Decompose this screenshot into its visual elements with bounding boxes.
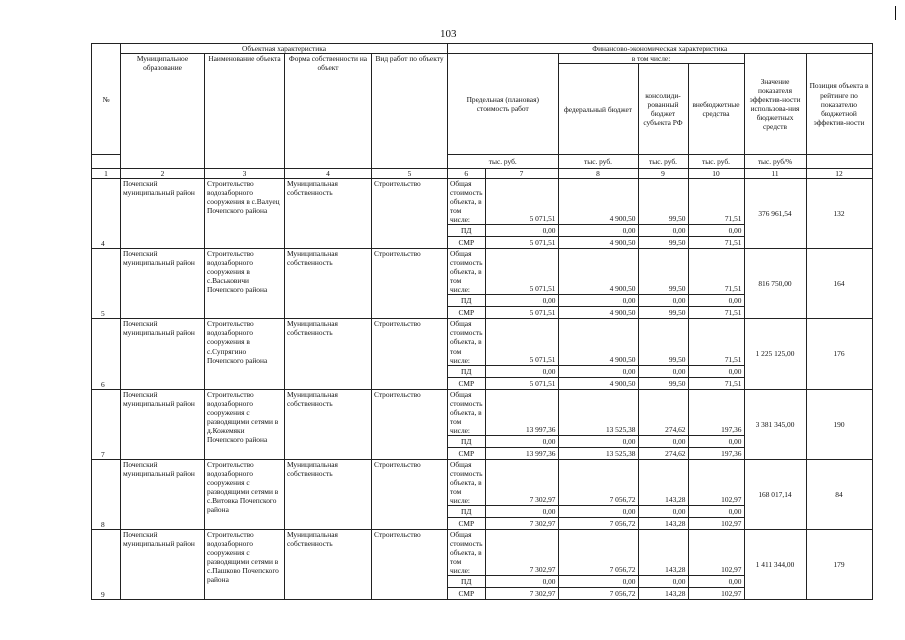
total-value: 13 997,36 [485,389,558,435]
column-number: 11 [744,169,806,179]
unit-federal: тыс. руб. [558,155,638,169]
ownership-cell: Муниципальная собственность [285,249,372,319]
total-label: Общая стоимость объекта, в том числе: [448,389,486,435]
pd-value: 0,00 [558,365,638,377]
pd-value: 0,00 [558,225,638,237]
smr-value: 71,51 [688,237,744,249]
pd-label: ПД [448,365,486,377]
smr-value: 143,28 [638,517,688,529]
column-number: 7 [485,169,558,179]
unit-extrabudget: тыс. руб. [688,155,744,169]
financial-table [91,43,873,600]
header-federal: федеральный бюджет [558,64,638,155]
table-row [92,389,873,435]
row-number: 8 [92,459,121,529]
smr-value: 7 056,72 [558,588,638,600]
pd-value: 0,00 [638,225,688,237]
indicator-value: 1 411 344,00 [744,529,806,599]
header-no: № [92,44,121,155]
total-value: 4 900,50 [558,179,638,225]
row-number: 9 [92,529,121,599]
smr-value: 13 997,36 [485,447,558,459]
object-name-cell: Строительство водозаборного сооружения с разводящими сетями в д.Кожемяки Почепского района [205,389,285,459]
smr-value: 197,36 [688,447,744,459]
pd-value: 0,00 [638,295,688,307]
header-extrabudget: внебюджетные средства [688,64,744,155]
indicator-value: 816 750,00 [744,249,806,319]
rank-value: 164 [806,249,872,319]
unit-indicator: тыс. руб/% [744,155,806,169]
total-value: 7 302,97 [485,529,558,575]
table-row [92,529,873,575]
pd-value: 0,00 [485,576,558,588]
rank-value: 190 [806,389,872,459]
smr-value: 143,28 [638,588,688,600]
header-max-cost: Предельная (плановая) стоимость работ [448,54,559,155]
smr-value: 274,62 [638,447,688,459]
pd-value: 0,00 [688,576,744,588]
ownership-cell: Муниципальная собственность [285,459,372,529]
indicator-value: 1 225 125,00 [744,319,806,389]
pd-value: 0,00 [638,505,688,517]
pd-value: 0,00 [688,365,744,377]
total-value: 197,36 [688,389,744,435]
column-number: 9 [638,169,688,179]
total-value: 13 525,38 [558,389,638,435]
pd-label: ПД [448,435,486,447]
column-number: 10 [688,169,744,179]
total-value: 99,50 [638,319,688,365]
total-value: 7 302,97 [485,459,558,505]
header-fin-char: Финансово-экономическая характеристика [448,44,873,54]
smr-value: 5 071,51 [485,237,558,249]
header-municipality: Муниципальное образование [121,54,205,169]
header-indicator: Значение показателя эффектив-ности использова-ния бюджетных средств [744,54,806,155]
column-number: 6 [448,169,486,179]
row-number: 4 [92,179,121,249]
indicator-value: 376 961,54 [744,179,806,249]
smr-value: 71,51 [688,307,744,319]
smr-value: 102,97 [688,588,744,600]
smr-value: 4 900,50 [558,307,638,319]
municipality-cell: Почепский муниципальный район [121,529,205,599]
pd-value: 0,00 [485,505,558,517]
row-number: 7 [92,389,121,459]
column-number: 3 [205,169,285,179]
smr-value: 99,50 [638,377,688,389]
margin-mark [895,6,896,20]
pd-value: 0,00 [638,365,688,377]
pd-value: 0,00 [688,295,744,307]
rank-value: 179 [806,529,872,599]
ownership-cell: Муниципальная собственность [285,389,372,459]
pd-value: 0,00 [485,295,558,307]
header-including: в том числе: [558,54,744,64]
row-number: 5 [92,249,121,319]
total-value: 7 056,72 [558,459,638,505]
smr-value: 7 302,97 [485,588,558,600]
pd-value: 0,00 [688,225,744,237]
total-value: 4 900,50 [558,319,638,365]
header-rank: Позиция объекта в рейтинге по показателю бюджетной эффектив-ности [806,54,872,155]
total-label: Общая стоимость объекта, в том числе: [448,179,486,225]
pd-value: 0,00 [638,435,688,447]
header-ownership: Форма собственности на объект [285,54,372,169]
column-number: 2 [121,169,205,179]
indicator-value: 168 017,14 [744,459,806,529]
smr-label: СМР [448,377,486,389]
total-value: 102,97 [688,459,744,505]
table-row [92,179,873,225]
ownership-cell: Муниципальная собственность [285,319,372,389]
total-label: Общая стоимость объекта, в том числе: [448,459,486,505]
smr-label: СМР [448,447,486,459]
total-value: 99,50 [638,249,688,295]
total-value: 5 071,51 [485,179,558,225]
rank-value: 84 [806,459,872,529]
smr-value: 7 056,72 [558,517,638,529]
column-number: 1 [92,169,121,179]
smr-label: СМР [448,237,486,249]
total-value: 99,50 [638,179,688,225]
object-name-cell: Строительство водозаборного сооружения в с.Васьковичи Почепского района [205,249,285,319]
rank-value: 176 [806,319,872,389]
column-number: 12 [806,169,872,179]
pd-value: 0,00 [558,295,638,307]
pd-label: ПД [448,295,486,307]
pd-value: 0,00 [485,225,558,237]
smr-value: 7 302,97 [485,517,558,529]
pd-value: 0,00 [485,365,558,377]
total-value: 5 071,51 [485,249,558,295]
unit-cost: тыс. руб. [448,155,559,169]
object-name-cell: Строительство водозаборного сооружения в с.Валуец Почепского района [205,179,285,249]
total-value: 71,51 [688,179,744,225]
column-number: 4 [285,169,372,179]
work-type-cell: Строительство [372,319,448,389]
total-value: 143,28 [638,529,688,575]
smr-value: 13 525,38 [558,447,638,459]
pd-label: ПД [448,576,486,588]
header-object-char: Объектная характеристика [121,44,448,54]
smr-label: СМР [448,588,486,600]
unit-consolidated: тыс. руб. [638,155,688,169]
smr-value: 4 900,50 [558,377,638,389]
total-value: 143,28 [638,459,688,505]
smr-label: СМР [448,517,486,529]
smr-value: 99,50 [638,237,688,249]
smr-value: 5 071,51 [485,307,558,319]
column-number: 8 [558,169,638,179]
work-type-cell: Строительство [372,179,448,249]
total-label: Общая стоимость объекта, в том числе: [448,319,486,365]
municipality-cell: Почепский муниципальный район [121,319,205,389]
rank-value: 132 [806,179,872,249]
row-number: 6 [92,319,121,389]
smr-label: СМР [448,307,486,319]
smr-value: 99,50 [638,307,688,319]
total-value: 4 900,50 [558,249,638,295]
total-value: 7 056,72 [558,529,638,575]
header-consolidated: консолиди-рованный бюджет субъекта РФ [638,64,688,155]
total-value: 71,51 [688,249,744,295]
ownership-cell: Муниципальная собственность [285,179,372,249]
municipality-cell: Почепский муниципальный район [121,459,205,529]
total-value: 102,97 [688,529,744,575]
table-row [92,249,873,295]
smr-value: 102,97 [688,517,744,529]
smr-value: 5 071,51 [485,377,558,389]
page-number: 103 [440,28,457,40]
total-value: 71,51 [688,319,744,365]
work-type-cell: Строительство [372,249,448,319]
total-value: 5 071,51 [485,319,558,365]
column-number: 5 [372,169,448,179]
municipality-cell: Почепский муниципальный район [121,179,205,249]
header-work-type: Вид работ по объекту [372,54,448,169]
pd-label: ПД [448,225,486,237]
pd-value: 0,00 [558,435,638,447]
table-row [92,319,873,365]
municipality-cell: Почепский муниципальный район [121,389,205,459]
smr-value: 4 900,50 [558,237,638,249]
pd-value: 0,00 [485,435,558,447]
total-label: Общая стоимость объекта, в том числе: [448,529,486,575]
pd-value: 0,00 [688,505,744,517]
object-name-cell: Строительство водозаборного сооружения с разводящими сетями в с.Пашково Почепского района [205,529,285,599]
header-object-name: Наименование объекта [205,54,285,169]
pd-label: ПД [448,505,486,517]
smr-value: 71,51 [688,377,744,389]
pd-value: 0,00 [558,576,638,588]
work-type-cell: Строительство [372,459,448,529]
object-name-cell: Строительство водозаборного сооружения в с.Супрягино Почепского района [205,319,285,389]
municipality-cell: Почепский муниципальный район [121,249,205,319]
pd-value: 0,00 [688,435,744,447]
total-value: 274,62 [638,389,688,435]
table-row [92,459,873,505]
pd-value: 0,00 [558,505,638,517]
ownership-cell: Муниципальная собственность [285,529,372,599]
work-type-cell: Строительство [372,389,448,459]
total-label: Общая стоимость объекта, в том числе: [448,249,486,295]
object-name-cell: Строительство водозаборного сооружения с разводящими сетями в с.Витовка Почепского района [205,459,285,529]
work-type-cell: Строительство [372,529,448,599]
pd-value: 0,00 [638,576,688,588]
indicator-value: 3 381 345,00 [744,389,806,459]
